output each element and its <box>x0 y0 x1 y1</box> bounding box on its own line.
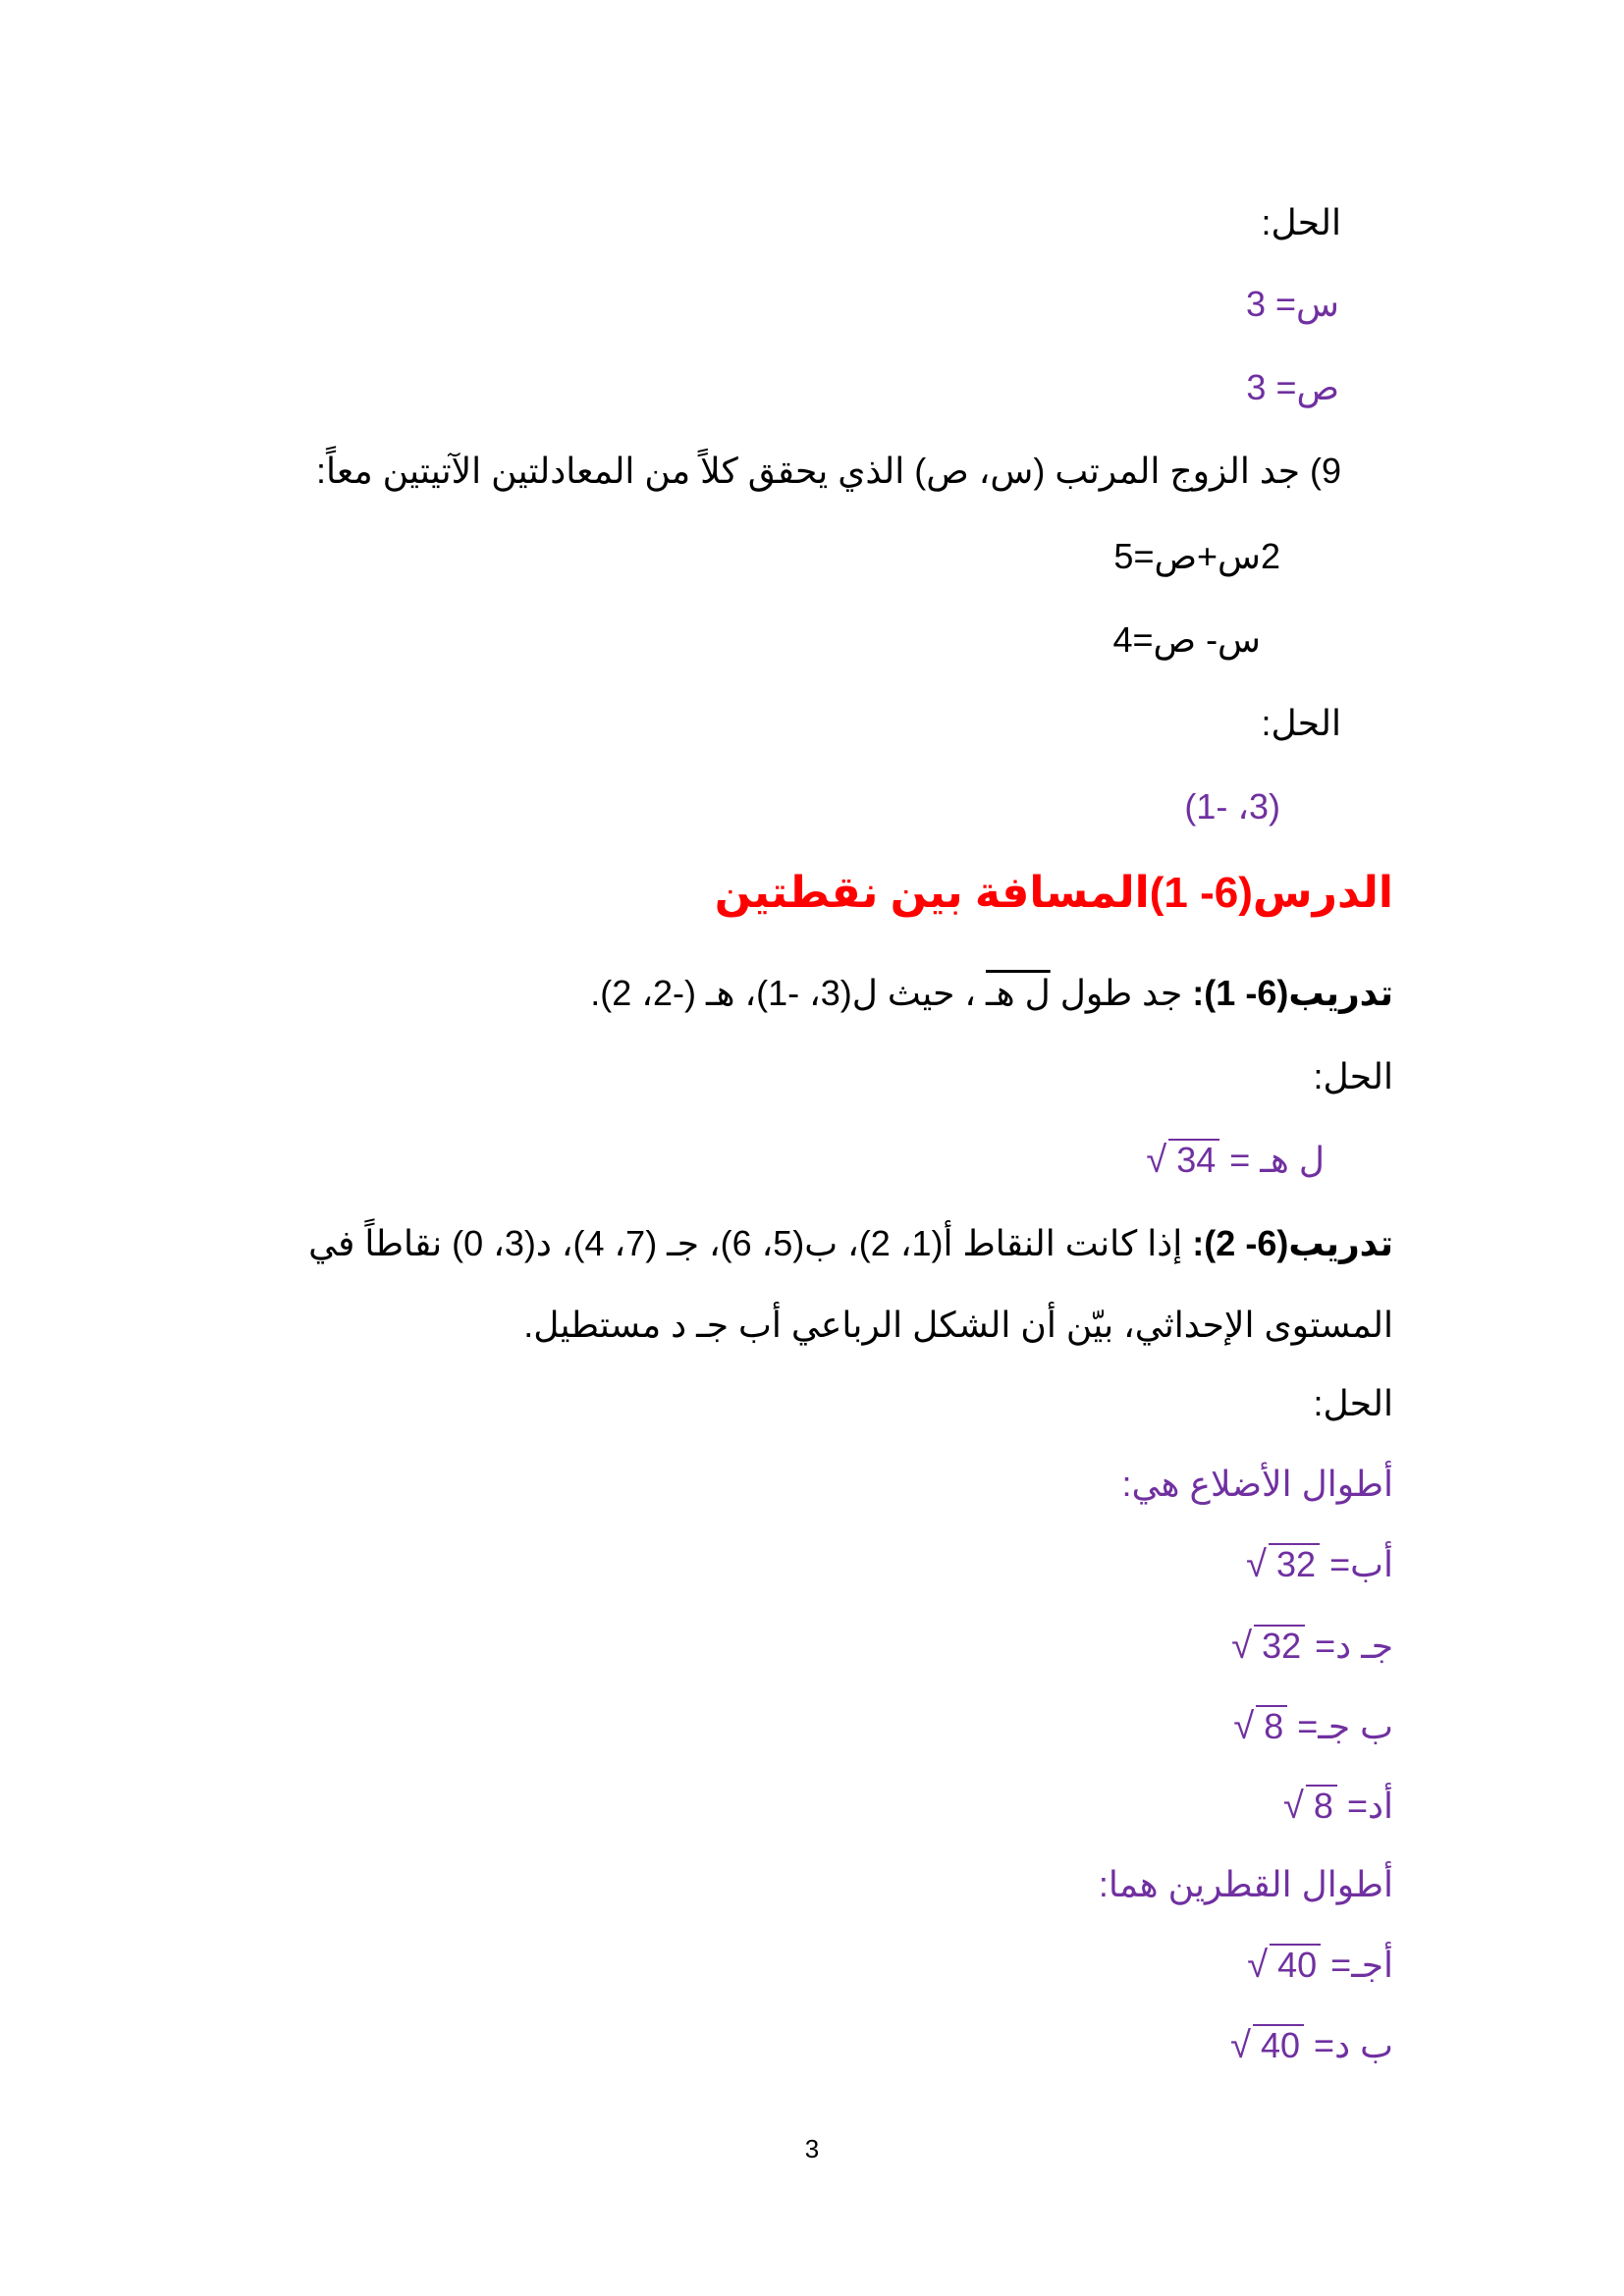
equation-1: 2س+ص=5 <box>1113 536 1280 576</box>
solution-label: الحل: <box>1261 703 1341 743</box>
exercise-1 <box>590 972 1393 1015</box>
length-lh <box>1146 1139 1325 1182</box>
solution-y: ص= 3 <box>1246 367 1339 407</box>
solution-x: س= 3 <box>1245 284 1339 324</box>
length-ad-label: أد= <box>1336 1786 1393 1826</box>
exercise-2-line-1 <box>308 1222 1393 1265</box>
question-9: 9) جد الزوج المرتب (س، ص) الذي يحقق كلاً من المعادلتين الآتيتين معاً: <box>316 451 1341 491</box>
length-bc-label: ب جـ= <box>1287 1706 1393 1746</box>
square-root-icon: √ 32 <box>1231 1625 1305 1666</box>
solution-label: الحل: <box>1261 202 1341 242</box>
length-lh-label: ل هـ = <box>1219 1140 1325 1180</box>
length-ac-label: أجـ= <box>1321 1945 1393 1985</box>
exercise-2-label: تدريب(6- 2): <box>1192 1223 1393 1263</box>
radicand: 34 <box>1168 1139 1219 1180</box>
exercise-2-line-2: المستوى الإحداثي، بيّن أن الشكل الرباعي أب جـ د مستطيل. <box>523 1305 1393 1345</box>
length-ab <box>1246 1543 1393 1586</box>
segment-lh: ل هـ <box>986 973 1051 1013</box>
solution-label: الحل: <box>1313 1056 1393 1096</box>
radicand: 40 <box>1270 1944 1321 1985</box>
length-bc <box>1233 1705 1393 1748</box>
length-bd <box>1230 2024 1393 2067</box>
length-ab-label: أب= <box>1320 1544 1393 1584</box>
solution-pair: (3، -1) <box>1184 786 1280 827</box>
exercise-1-text-pre: جد طول <box>1050 973 1193 1013</box>
square-root-icon: √ 8 <box>1233 1705 1287 1746</box>
length-cd <box>1231 1625 1393 1668</box>
exercise-1-text-post: ، حيث ل(3، -1)، هـ (-2، 2). <box>590 973 987 1013</box>
radicand: 8 <box>1256 1705 1287 1746</box>
square-root-icon: √ 34 <box>1146 1139 1219 1180</box>
exercise-2-text: إذا كانت النقاط أ(1، 2)، ب(5، 6)، جـ (7، 4)، د(3، 0) نقاطاً في <box>308 1223 1193 1263</box>
diagonals-heading: أطوال القطرين هما: <box>1098 1864 1393 1904</box>
radicand: 8 <box>1306 1785 1337 1826</box>
length-bd-label: ب د= <box>1304 2025 1393 2065</box>
length-ac <box>1247 1944 1393 1987</box>
radicand: 32 <box>1269 1543 1320 1584</box>
square-root-icon: √ 40 <box>1247 1944 1321 1985</box>
sides-heading: أطوال الأضلاع هي: <box>1121 1464 1393 1504</box>
length-ad <box>1283 1785 1393 1828</box>
page-number: 3 <box>804 2134 820 2163</box>
square-root-icon: √ 32 <box>1246 1543 1320 1584</box>
square-root-icon: √ 8 <box>1283 1785 1337 1826</box>
length-cd-label: جـ د= <box>1305 1626 1393 1666</box>
radicand: 40 <box>1253 2024 1304 2065</box>
equation-2: س- ص=4 <box>1112 619 1261 660</box>
lesson-title: الدرس(6- 1)المسافة بين نقطتين <box>714 869 1393 917</box>
solution-label: الحل: <box>1313 1383 1393 1423</box>
exercise-1-label: تدريب(6- 1): <box>1192 973 1393 1013</box>
radicand: 32 <box>1254 1625 1305 1666</box>
square-root-icon: √ 40 <box>1230 2024 1304 2065</box>
